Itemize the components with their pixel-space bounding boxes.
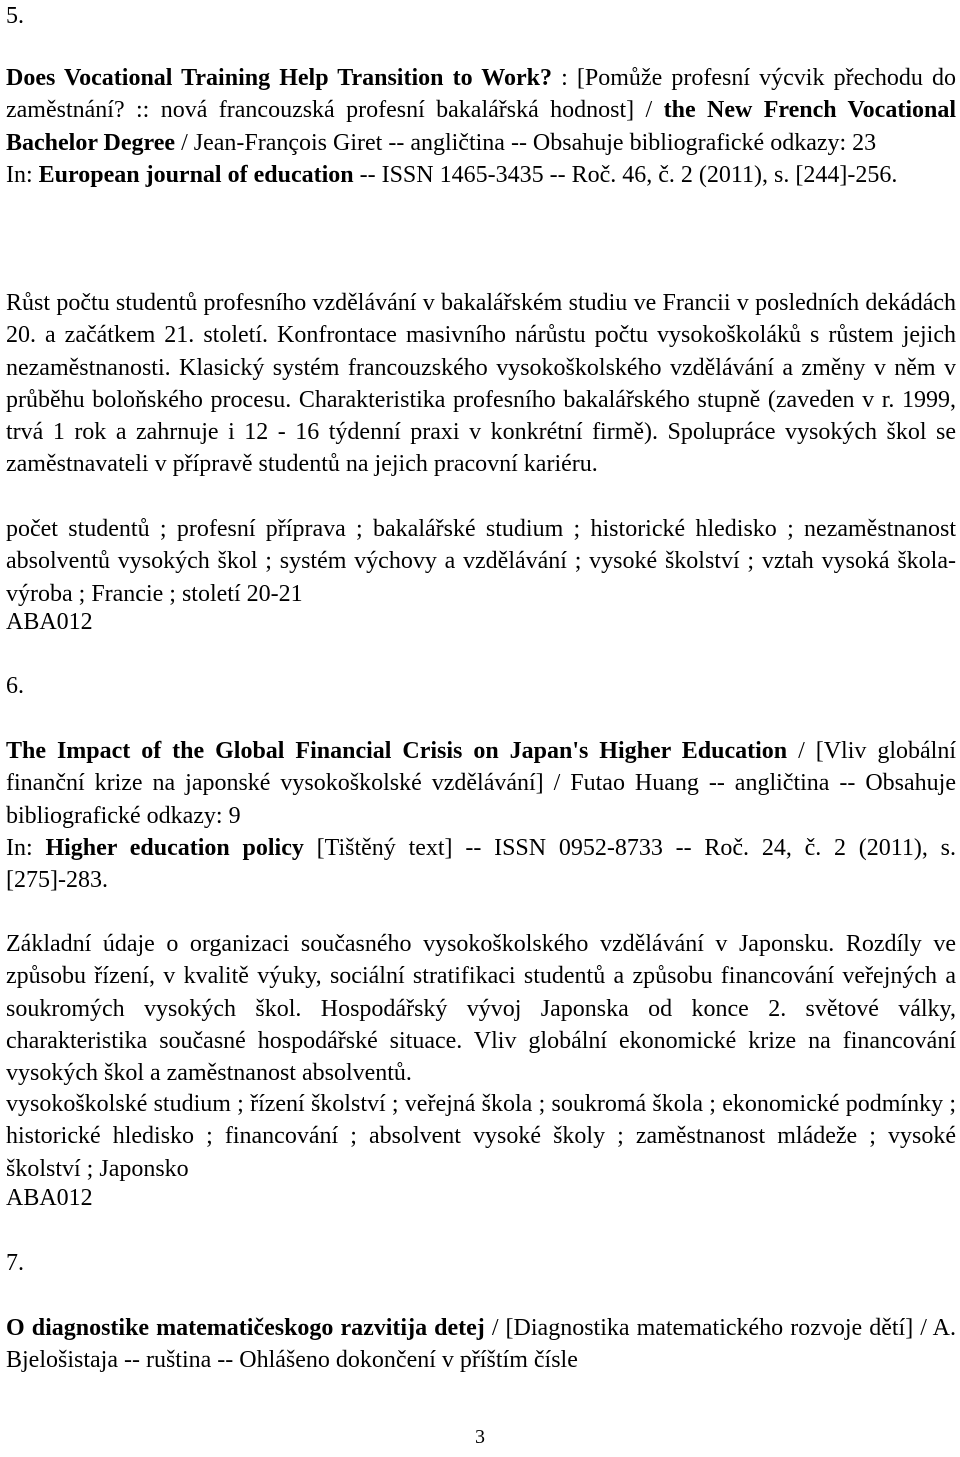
entry-7-number: 7. (6, 1250, 24, 1276)
entry-6-title (6, 735, 956, 832)
entry-6-number: 6. (6, 673, 24, 699)
entry-5-code: ABA012 (6, 609, 93, 635)
entry-6-in-prefix: In: (6, 834, 46, 861)
entry-5-journal: European journal of education (38, 161, 354, 188)
entry-5-source-rest: -- ISSN 1465-3435 -- Roč. 46, č. 2 (2011), s. [244]-256. (353, 161, 898, 188)
entry-6-journal: Higher education policy (45, 834, 304, 861)
entry-5-title-bold: Does Vocational Training Help Transition to Work? (6, 65, 552, 91)
page-number: 3 (475, 1426, 485, 1448)
entry-5-source (6, 159, 956, 191)
entry-5-title-rest: : [Pomůže profesní výcvik přechodu do zaměstnání? :: nová francouzská profesní bakalářská hodnost] / (6, 65, 956, 124)
entry-6-abstract: Základní údaje o organizaci současného vysokoškolského vzdělávání v Japonsku. Rozdíly ve způsobu řízení, v kvalitě výuky, sociální stratifikaci studentů a způsobu financování veřejných a soukromých vysokých škol. Hospodářský vývoj Japonska od konce 2. světové války, charakteristika současné hospodářské situace. Vliv globální ekonomické krize na financování vysokých škol a zaměstnanost absolventů. (6, 931, 956, 1087)
entry-6-title-bold: The Impact of the Global Financial Crisis on Japan's Higher Education (6, 738, 788, 764)
entry-6-source-rest: [Tištěný text] -- ISSN 0952-8733 -- Roč. 24, č. 2 (2011), s. [275]-283. (6, 834, 956, 894)
entry-5-in-prefix: In: (6, 161, 39, 188)
entry-6-keywords: vysokoškolské studium ; řízení školství ; veřejná škola ; soukromá škola ; ekonomické podmínky ; historické hledisko ; financování ; absolvent vysoké školy ; zaměstnanost mládeže ; vysoké školství ; Japonsko (6, 1091, 956, 1182)
entry-6-code: ABA012 (6, 1185, 93, 1211)
entry-7-title (6, 1312, 956, 1377)
entry-5-authors: / Jean-François Giret -- angličtina -- Obsahuje bibliografické odkazy: 23 (175, 129, 877, 156)
entry-6-title-rest: / [Vliv globální finanční krize na japonské vysokoškolské vzdělávání] / Futao Huang -- angličtina -- Obsahuje bibliografické odkazy: 9 (6, 738, 956, 829)
entry-5-citation (6, 62, 956, 191)
entry-6-source (6, 832, 956, 897)
entry-5-title-bold2: the New French Vocational Bachelor Degree (6, 97, 957, 156)
entry-7-title-bold: O diagnostike matematičeskogo razvitija detej (6, 1315, 485, 1341)
entry-5-title (6, 62, 956, 159)
entry-5-abstract: Růst počtu studentů profesního vzdělávání v bakalářském studiu ve Francii v posledních dekádách 20. a začátkem 21. století. Konfrontace masivního nárůstu počtu vysokoškoláků s růstem jejich nezaměstnanosti. Klasický systém francouzského vysokoškolského vzdělávání a změny v něm v průběhu boloňského procesu. Charakteristika profesního bakalářského stupně (zaveden v r. 1999, trvá 1 rok a zahrnuje i 12 - 16 týdenní praxi v konkrétní firmě). Spolupráce vysokých škol se zaměstnavateli v přípravě studentů na jejich pracovní kariéru. (6, 290, 956, 478)
entry-7-title-rest: / [Diagnostika matematického rozvoje dětí] / A. Bjelošistaja -- ruština -- Ohlášeno dokončení v příštím čísle (6, 1315, 956, 1374)
entry-5-keywords: počet studentů ; profesní příprava ; bakalářské studium ; historické hledisko ; nezaměstnanost absolventů vysokých škol ; systém výchovy a vzdělávání ; vysoké školství ; vztah vysoká škola-výroba ; Francie ; století 20-21 (6, 516, 956, 607)
entry-6-citation (6, 735, 956, 896)
entry-5-number: 5. (6, 3, 24, 29)
